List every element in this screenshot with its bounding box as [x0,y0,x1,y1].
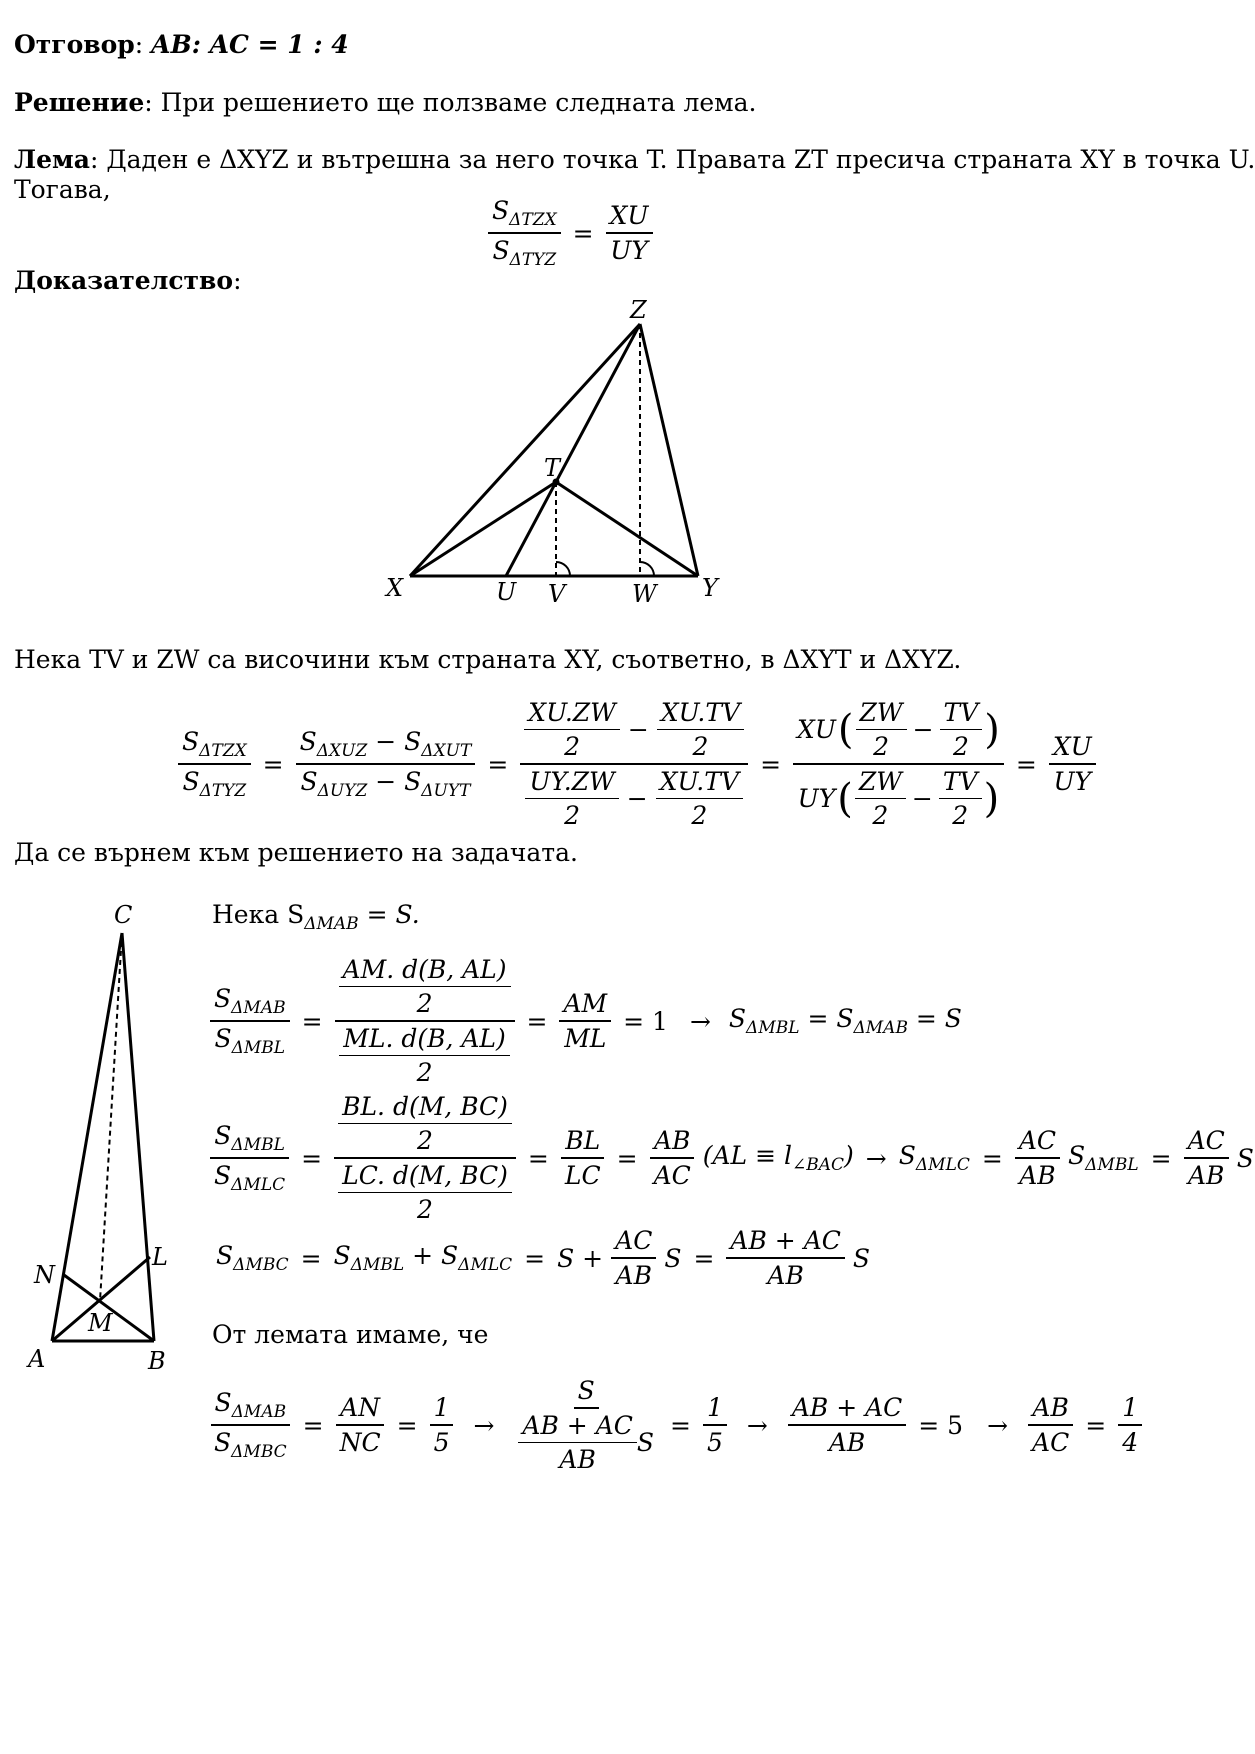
answer-line: Отговор: AB: AC = 1 : 4 [14,30,349,59]
label-z: Z [630,296,647,324]
label-t: T [544,454,561,482]
let-sub: ΔMAB [304,914,359,934]
proof-formula: $\frac{S_{\Delta TZX}}{S_{\Delta TYZ}}$ = $\frac{S_{\Delta XUZ} - S_{\Delta XUT}}{S_{\Delta UYZ} - S_{\Delta UYT}}$ = $\frac{XU.ZW}{2}$ − $\frac{XU.TV}{2}$ $\frac{UY.ZW}{2}$ − $\frac{XU.TV}{2}$ = XU ( $\frac{ZW}{2}$ − $\frac{TV}{2}$ ) UY ( $\frac{ZW}{2}$ − $\frac{TV}{2}$ ) = $\frac{XU}{UY}$ [178,698,1096,830]
heights-text: Нека TV и ZW са височини към страната XY, съответно, в ΔXYT и ΔXYZ. [14,645,962,674]
solution-text: При решението ще ползваме следната лема. [160,88,757,117]
return-text: Да се върнем към решението на задачата. [14,838,578,867]
lemma-label: Лема [14,145,90,174]
answer-value: AB: AC = 1 : 4 [151,30,349,59]
proof-line: Доказателство: [14,266,242,295]
let-text: Нека S [212,900,305,929]
label-a: A [28,1345,46,1373]
answer-label: Отговор [14,30,135,59]
label-y: Y [702,574,718,602]
label-c: C [114,901,133,929]
label-n: N [34,1261,55,1289]
side-cb [122,933,154,1341]
formula-mbl-mlc: $\frac{S_{\Delta MBL}}{S_{\Delta MLC}}$ = $\frac{\frac{BL. d(M, BC)}{2}}{\frac{LC. d(M, BC)}{2}}$ = $\frac{BL}{LC}$ = $\frac{AB}{AC}$ $(AL \equiv l_{\angle BAC})$ → $S_{\Delta MLC}$ = $\frac{AC}{AB}$ $S_{\Delta MBL}$ = $\frac{AC}{AB}$ S [210,1092,1254,1224]
solution-line: Решение: При решението ще ползваме следната лема. [14,88,757,117]
label-v: V [548,580,566,608]
side-ac [52,933,122,1341]
formula-final: $\frac{S_{\Delta MAB}}{S_{\Delta MBC}}$ = $\frac{AN}{NC}$ = $\frac{1}{5}$ → S $\frac{AB + AC}{AB}$ S = $\frac{1}{5}$ → $\frac{AB + AC}{AB}$ = 5 → $\frac{AB}{AC}$ = $\frac{1}{4}$ [210,1376,1142,1474]
from-lemma-text: От лемата имаме, че [212,1320,489,1349]
solution-label: Решение [14,88,145,117]
label-b: B [148,1347,166,1375]
label-m: M [88,1309,113,1337]
let-line [212,900,420,934]
let-tail: = S. [366,900,420,929]
formula-mbc: $S_{\Delta MBC}$ = $S_{\Delta MBL} + S_{\Delta MLC}$ = S + $\frac{AC}{AB}$ S = $\frac{AB + AC}{AB}$ S [216,1226,871,1290]
label-u: U [496,578,517,606]
label-w: W [632,580,657,608]
label-l: L [152,1243,168,1271]
triangle-xyz-figure [370,290,750,610]
triangle-abc-figure [22,895,212,1385]
label-x: X [386,574,404,602]
segment-ty [556,482,698,576]
lemma-text: Даден е ΔXYZ и вътрешна за него точка T. Правата ZT пресича страната XY в точка U. [106,145,1255,174]
lemma-formula: $\frac{S_{\Delta TZX}}{S_{\Delta TYZ}}$ = $\frac{XU}{UY}$ [488,196,653,270]
side-zy [640,324,698,576]
lemma-text2: Тогава, [14,175,111,204]
right-angle-v [556,562,570,576]
lemma-line: Лема: Даден е ΔXYZ и вътрешна за него точка T. Правата ZT пресича страната XY в точка U. [14,145,1255,174]
right-angle-w [640,562,654,576]
formula-mab-mbl: $\frac{S_{\Delta MAB}}{S_{\Delta MBL}}$ = $\frac{\frac{AM. d(B, AL)}{2}}{\frac{ML. d(B, AL)}{2}}$ = $\frac{AM}{ML}$ = 1 → $S_{\Delta MBL} = S_{\Delta MAB} = S$ [210,955,962,1087]
segment-cm [100,933,122,1301]
proof-label: Доказателство [14,266,234,295]
